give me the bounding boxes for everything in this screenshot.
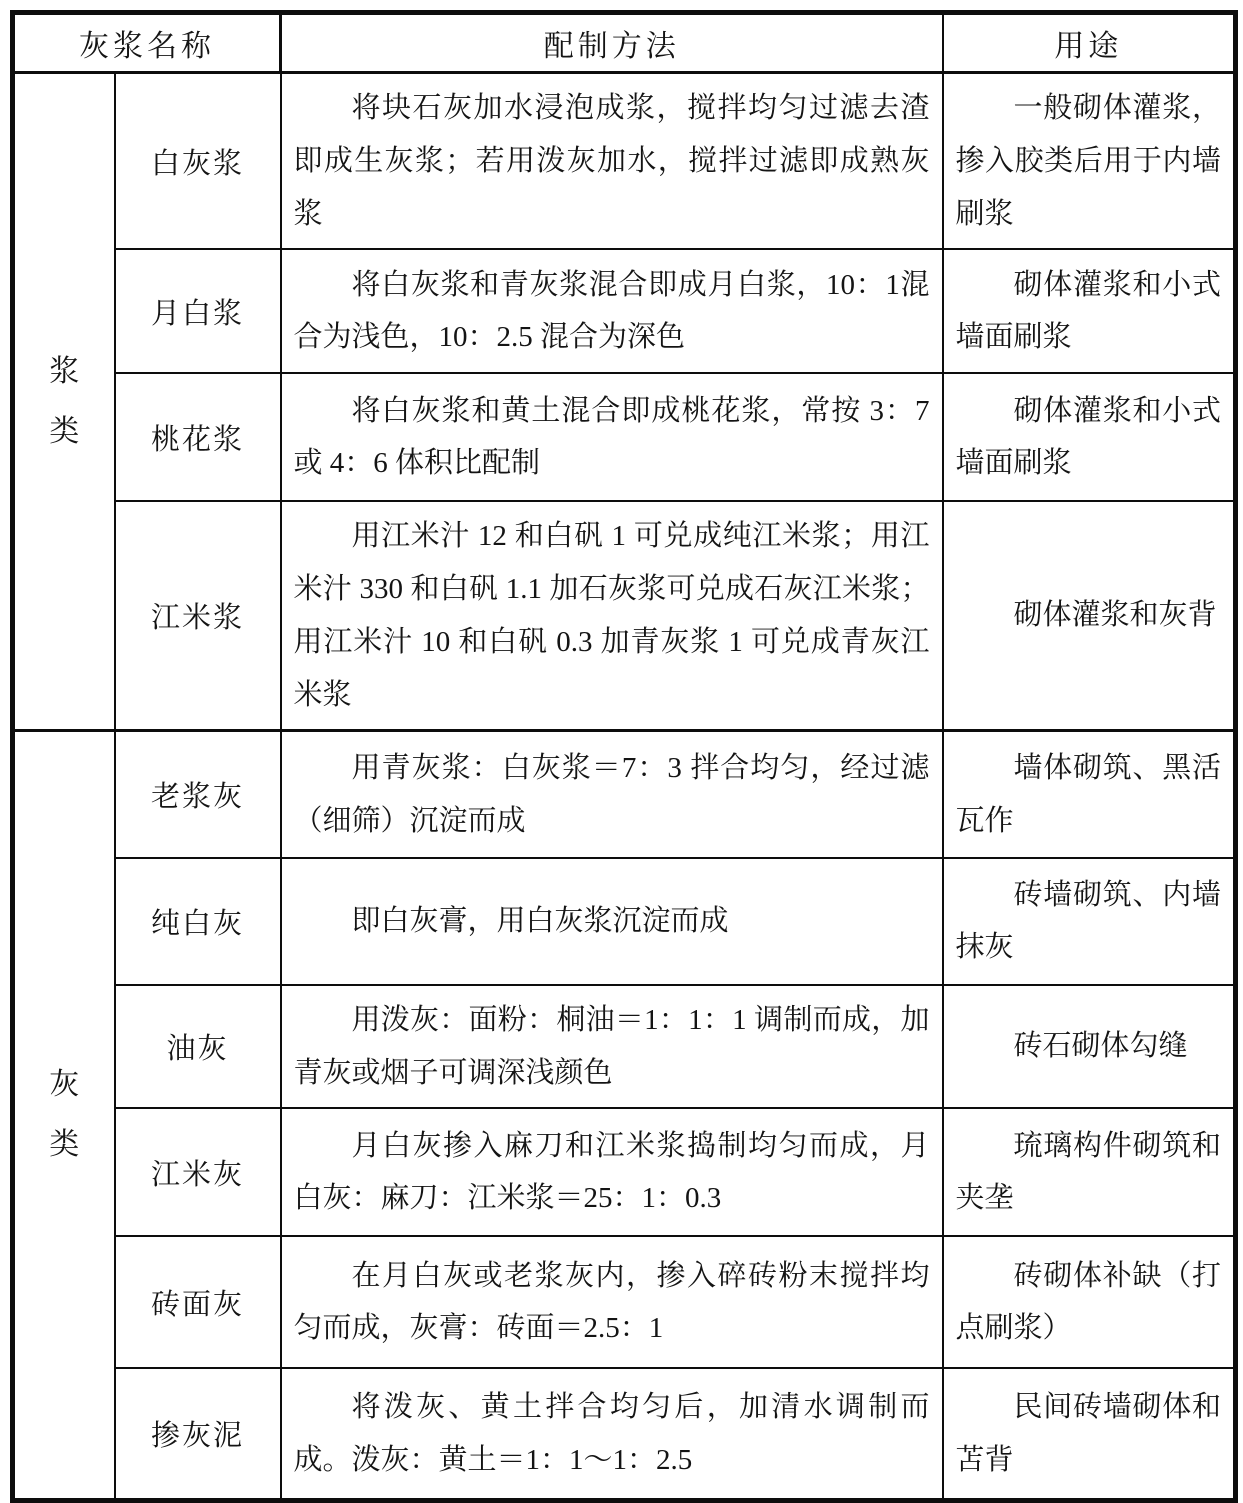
table-row [13,249,1236,373]
use-text: 砖砌体补缺（打点刷浆） [955,1259,1221,1345]
method-text: 将泼灰、黄土拌合均匀后，加清水调制而成。泼灰：黄土＝1：1～1：2.5 [293,1390,930,1476]
table-header-row [13,13,1236,73]
use-cell [943,373,1236,501]
use-text: 砌体灌浆和灰背 [1013,599,1217,632]
method-cell [281,985,943,1109]
use-text: 一般砌体灌浆，掺入胶类后用于内墙刷浆 [955,92,1221,230]
method-cell [281,731,943,858]
method-text: 月白灰掺入麻刀和江米浆捣制均匀而成，月白灰：麻刀：江米浆＝25：1：0.3 [293,1129,930,1215]
use-cell [943,1108,1236,1236]
method-cell [281,858,943,985]
table-row [13,1108,1236,1236]
mortar-table [10,10,1238,1503]
name-cell: 掺灰泥 [115,1368,281,1500]
table-row [13,1368,1236,1500]
use-cell [943,73,1236,250]
category-cell [13,731,115,1501]
table-row [13,1236,1236,1368]
header-use: 用途 [943,13,1236,73]
use-cell [943,501,1236,731]
method-cell [281,249,943,373]
method-cell [281,373,943,501]
method-text: 将白灰浆和黄土混合即成桃花浆，常按 3：7或 4：6 体积比配制 [293,394,930,480]
method-cell [281,73,943,250]
method-text: 用泼灰：面粉：桐油＝1：1：1 调制而成，加青灰或烟子可调深浅颜色 [293,1003,930,1089]
table-row [13,501,1236,731]
name-cell: 桃花浆 [115,373,281,501]
table-row [13,985,1236,1109]
method-cell [281,1236,943,1368]
method-text: 将块石灰加水浸泡成浆，搅拌均匀过滤去渣即成生灰浆；若用泼灰加水，搅拌过滤即成熟灰浆 [293,92,930,230]
method-cell [281,501,943,731]
use-text: 砖石砌体勾缝 [1013,1030,1188,1063]
category-label: 灰类 [49,1068,80,1162]
method-text: 用青灰浆：白灰浆＝7：3 拌合均匀，经过滤（细筛）沉淀而成 [293,751,930,837]
name-cell: 老浆灰 [115,731,281,858]
header-name: 灰浆名称 [13,13,281,73]
use-text: 砌体灌浆和小式墙面刷浆 [955,394,1221,480]
method-text: 用江米汁 12 和白矾 1 可兑成纯江米浆；用江米汁 330 和白矾 1.1 加石灰浆可兑成石灰江米浆；用江米汁 10 和白矾 0.3 加青灰浆 1 可兑成青灰江米浆 [293,520,930,711]
method-text: 将白灰浆和青灰浆混合即成月白浆，10：1混合为浅色，10：2.5 混合为深色 [293,268,930,354]
use-text: 砌体灌浆和小式墙面刷浆 [955,268,1221,354]
name-cell: 砖面灰 [115,1236,281,1368]
method-text: 在月白灰或老浆灰内，掺入碎砖粉末搅拌均匀而成，灰膏：砖面＝2.5：1 [293,1259,930,1345]
name-cell: 白灰浆 [115,73,281,250]
category-label: 浆类 [49,354,80,448]
header-method: 配制方法 [281,13,943,73]
name-cell: 油灰 [115,985,281,1109]
use-cell [943,858,1236,985]
method-cell [281,1108,943,1236]
use-cell [943,731,1236,858]
name-cell: 江米灰 [115,1108,281,1236]
category-cell [13,73,115,731]
use-text: 民间砖墙砌体和苫背 [955,1390,1221,1476]
table-row [13,373,1236,501]
use-text: 琉璃构件砌筑和夹垄 [955,1129,1221,1215]
name-cell: 江米浆 [115,501,281,731]
name-cell: 纯白灰 [115,858,281,985]
use-text: 砖墙砌筑、内墙抹灰 [955,878,1221,964]
method-text: 即白灰膏，用白灰浆沉淀而成 [351,904,729,937]
method-cell [281,1368,943,1500]
use-cell [943,1236,1236,1368]
table-row [13,731,1236,858]
table-row [13,73,1236,250]
use-cell [943,249,1236,373]
use-cell [943,985,1236,1109]
use-text: 墙体砌筑、黑活瓦作 [955,751,1221,837]
name-cell: 月白浆 [115,249,281,373]
table-row [13,858,1236,985]
use-cell [943,1368,1236,1500]
